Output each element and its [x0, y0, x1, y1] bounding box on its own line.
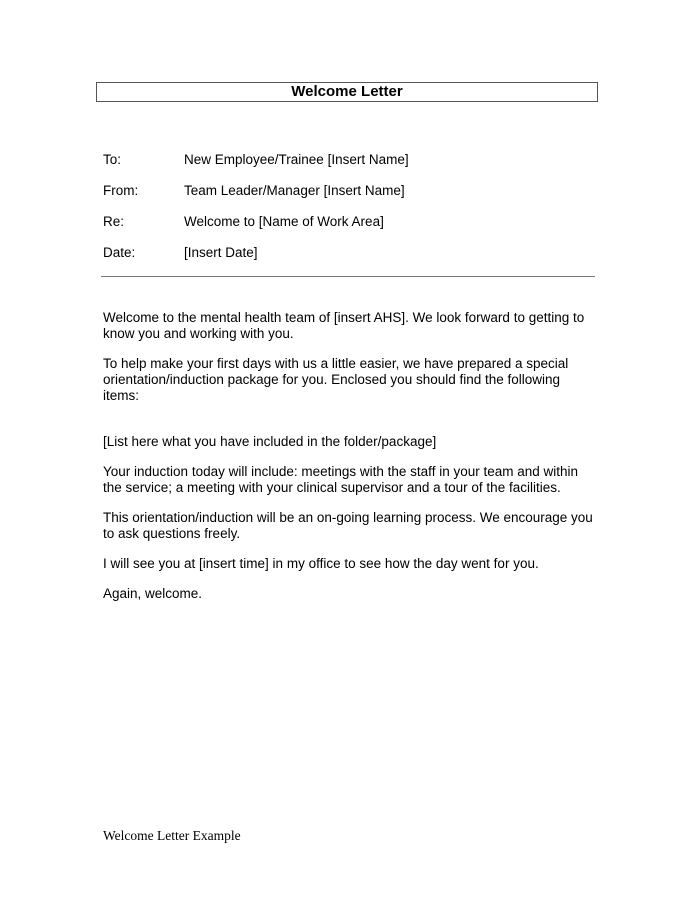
paragraph-meeting: I will see you at [insert time] in my office to see how the day went for you.: [103, 556, 539, 571]
memo-header: [103, 151, 593, 275]
memo-label-to: To:: [103, 152, 122, 167]
paragraph-induction: Your induction today will include: meetings with the staff in your team and within the service; a meeting with your clinical supervisor and a tour of the facilities.: [103, 464, 579, 495]
memo-label-date: Date:: [103, 245, 136, 260]
memo-row-date: [103, 244, 593, 275]
paragraph-list-placeholder: [List here what you have included in the folder/package]: [103, 434, 437, 449]
paragraph-closing: Again, welcome.: [103, 586, 203, 601]
memo-value-date: [Insert Date]: [184, 245, 258, 260]
memo-row-to: [103, 151, 593, 182]
page-title: Welcome Letter: [291, 83, 403, 100]
paragraph-package: To help make your first days with us a little easier, we have prepared a special orientation/induction package for you. Enclosed you should find the following items:: [103, 356, 569, 403]
memo-label-re: Re:: [103, 214, 125, 229]
memo-value-re: Welcome to [Name of Work Area]: [184, 214, 384, 229]
paragraph-learning: This orientation/induction will be an on-going learning process. We encourage you to ask questions freely.: [103, 510, 593, 541]
page-footer: Welcome Letter Example: [103, 828, 241, 843]
paragraph-welcome: Welcome to the mental health team of [insert AHS]. We look forward to getting to know you and working with you.: [103, 310, 585, 341]
title-box: [96, 82, 598, 102]
memo-value-to: New Employee/Trainee [Insert Name]: [184, 152, 409, 167]
memo-row-re: [103, 213, 593, 244]
letter-body: [103, 310, 593, 616]
header-divider: [101, 276, 595, 277]
memo-label-from: From:: [103, 183, 139, 198]
memo-value-from: Team Leader/Manager [Insert Name]: [184, 183, 405, 198]
memo-row-from: [103, 182, 593, 213]
